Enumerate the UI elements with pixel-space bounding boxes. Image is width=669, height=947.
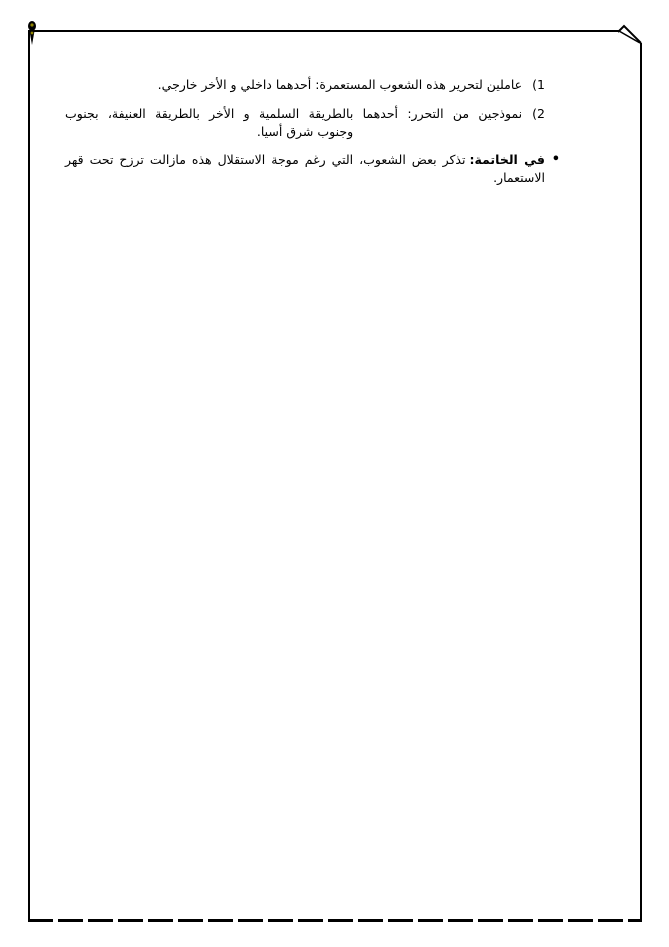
numbered-item-1 xyxy=(65,76,545,94)
bullet-icon: • xyxy=(551,152,560,167)
numbered-item-2-line1 xyxy=(65,105,545,123)
document-content xyxy=(65,0,560,947)
conclusion-bullet-line2: الاستعمار. xyxy=(493,170,545,185)
conclusion-bullet-line1 xyxy=(65,151,545,169)
list-marker-2: 2) xyxy=(532,106,545,121)
folded-corner-icon xyxy=(606,22,650,62)
list-marker-1: 1) xyxy=(532,77,545,92)
conclusion-lead-bold: في الخاتمة: xyxy=(469,152,545,167)
numbered-item-2-text: نموذجين من التحرر: أحدهما بالطريقة السلمية و الأخر بالطريقة العنيفة، بجنوب xyxy=(65,106,523,121)
corner-pin-icon xyxy=(24,18,40,48)
numbered-item-1-text: عاملين لتحرير هذه الشعوب المستعمرة: أحدهما داخلي و الأخر خارجي. xyxy=(157,77,523,92)
numbered-item-2-line2: وجنوب شرق أسيا. xyxy=(256,124,354,139)
conclusion-text: تذكر بعض الشعوب، التي رغم موجة الاستقلال هذه مازالت ترزح تحت قهر xyxy=(65,152,466,167)
